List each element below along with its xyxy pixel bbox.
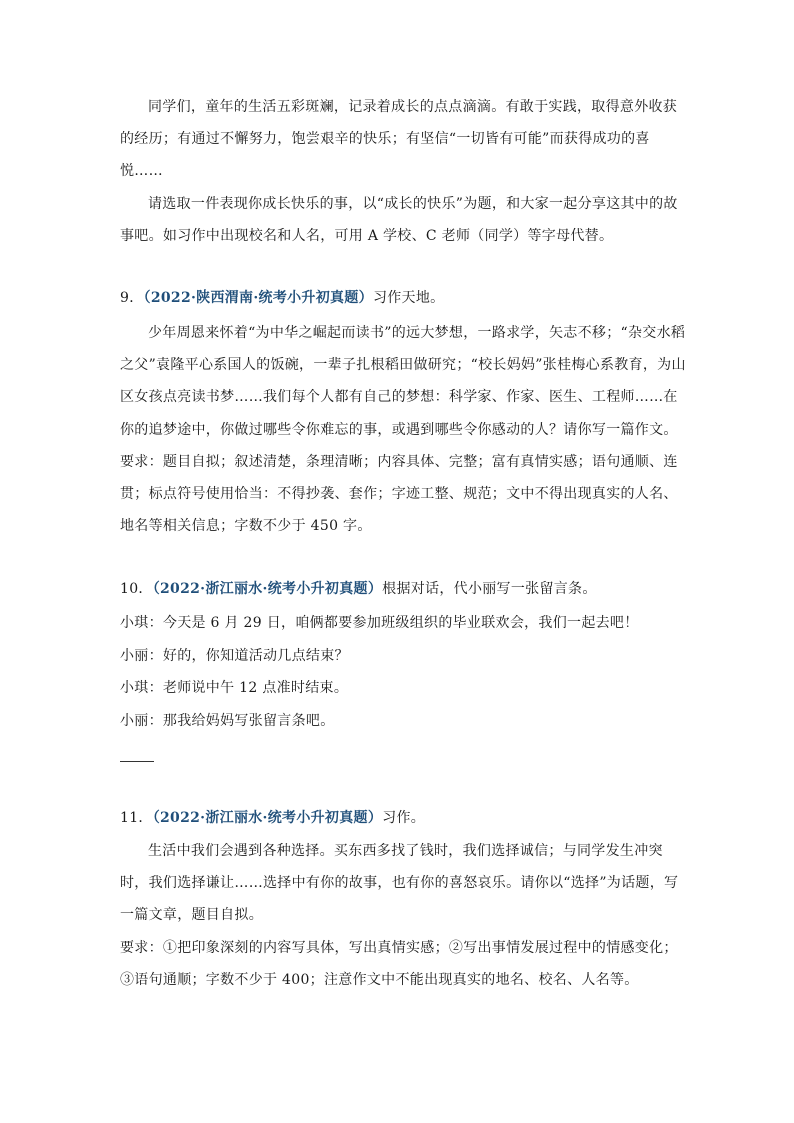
q9-number: 9． <box>120 290 144 306</box>
answer-blank-line <box>120 761 154 762</box>
intro-line-1: 同学们，童年的生活五彩斑斓，记录着成长的点点滴滴。有敢于实践，取得意外收获 <box>148 99 678 115</box>
q10-dialog-1: 小琪：今天是 6 月 29 日，咱俩都要参加班级组织的毕业联欢会，我们一起去吧！ <box>120 615 639 631</box>
q11-req-line-1: 要求：①把印象深刻的内容写具体，写出真情实感；②写出事情发展过程中的情感变化； <box>120 940 678 956</box>
intro-line-4: 请选取一件表现你成长快乐的事，以“成长的快乐”为题，和大家一起分享这其中的故 <box>148 196 678 212</box>
q10-source: （2022·浙江丽水·统考小升初真题） <box>152 581 383 597</box>
q10-title: 根据对话，代小丽写一张留言条。 <box>382 581 597 597</box>
q9-heading <box>120 288 444 308</box>
q9-req-line-1: 要求：题目自拟；叙述清楚，条理清晰；内容具体、完整；富有真情实感；语句通顺、连 <box>120 454 678 470</box>
q10-number: 10． <box>120 581 153 597</box>
q9-line-4: 你的追梦途中，你做过哪些令你难忘的事，或遇到哪些令你感动的人？请你写一篇作文。 <box>120 422 678 438</box>
intro-line-3: 悦…… <box>120 163 163 179</box>
q10-heading <box>120 579 597 599</box>
q9-line-2: 之父”袁隆平心系国人的饭碗，一辈子扎根稻田做研究；“校长妈妈”张桂梅心系教育，为山 <box>120 357 686 373</box>
q9-source: （2022·陕西渭南·统考小升初真题） <box>143 290 373 306</box>
q11-line-3: 一篇文章，题目自拟。 <box>120 907 263 923</box>
intro-line-5: 事吧。如习作中出现校名和人名，可用 A 学校、C 老师（同学）等字母代替。 <box>120 228 614 244</box>
q11-source: （2022·浙江丽水·统考小升初真题） <box>152 810 383 826</box>
q11-title: 习作。 <box>382 810 426 826</box>
q9-line-3: 区女孩点亮读书梦……我们每个人都有自己的梦想：科学家、作家、医生、工程师……在 <box>120 389 678 405</box>
q11-line-1: 生活中我们会遇到各种选择。买东西多找了钱时，我们选择诚信；与同学发生冲突 <box>148 843 663 859</box>
q9-title: 习作天地。 <box>372 290 445 306</box>
q11-req-line-2: ③语句通顺；字数不少于 400；注意作文中不能出现真实的地名、校名、人名等。 <box>120 972 639 988</box>
q10-dialog-4: 小丽：那我给妈妈写张留言条吧。 <box>120 713 335 729</box>
q10-dialog-2: 小丽：好的，你知道活动几点结束？ <box>120 648 349 664</box>
intro-line-2: 的经历；有通过不懈努力，饱尝艰辛的快乐；有坚信“一切皆有可能”而获得成功的喜 <box>120 131 650 147</box>
q9-req-line-3: 地名等相关信息；字数不少于 450 字。 <box>120 518 372 534</box>
q11-heading <box>120 808 425 828</box>
q11-line-2: 时，我们选择谦让……选择中有你的故事，也有你的喜怒哀乐。请你以“选择”为话题，写 <box>120 875 679 891</box>
q9-req-line-2: 贯；标点符号使用恰当：不得抄袭、套作；字迹工整、规范；文中不得出现真实的人名、 <box>120 486 678 502</box>
q10-dialog-3: 小琪：老师说中午 12 点准时结束。 <box>120 680 349 696</box>
q11-number: 11． <box>120 810 153 826</box>
q9-line-1: 少年周恩来怀着“为中华之崛起而读书”的远大梦想，一路求学，矢志不移；“杂交水稻 <box>148 325 686 341</box>
